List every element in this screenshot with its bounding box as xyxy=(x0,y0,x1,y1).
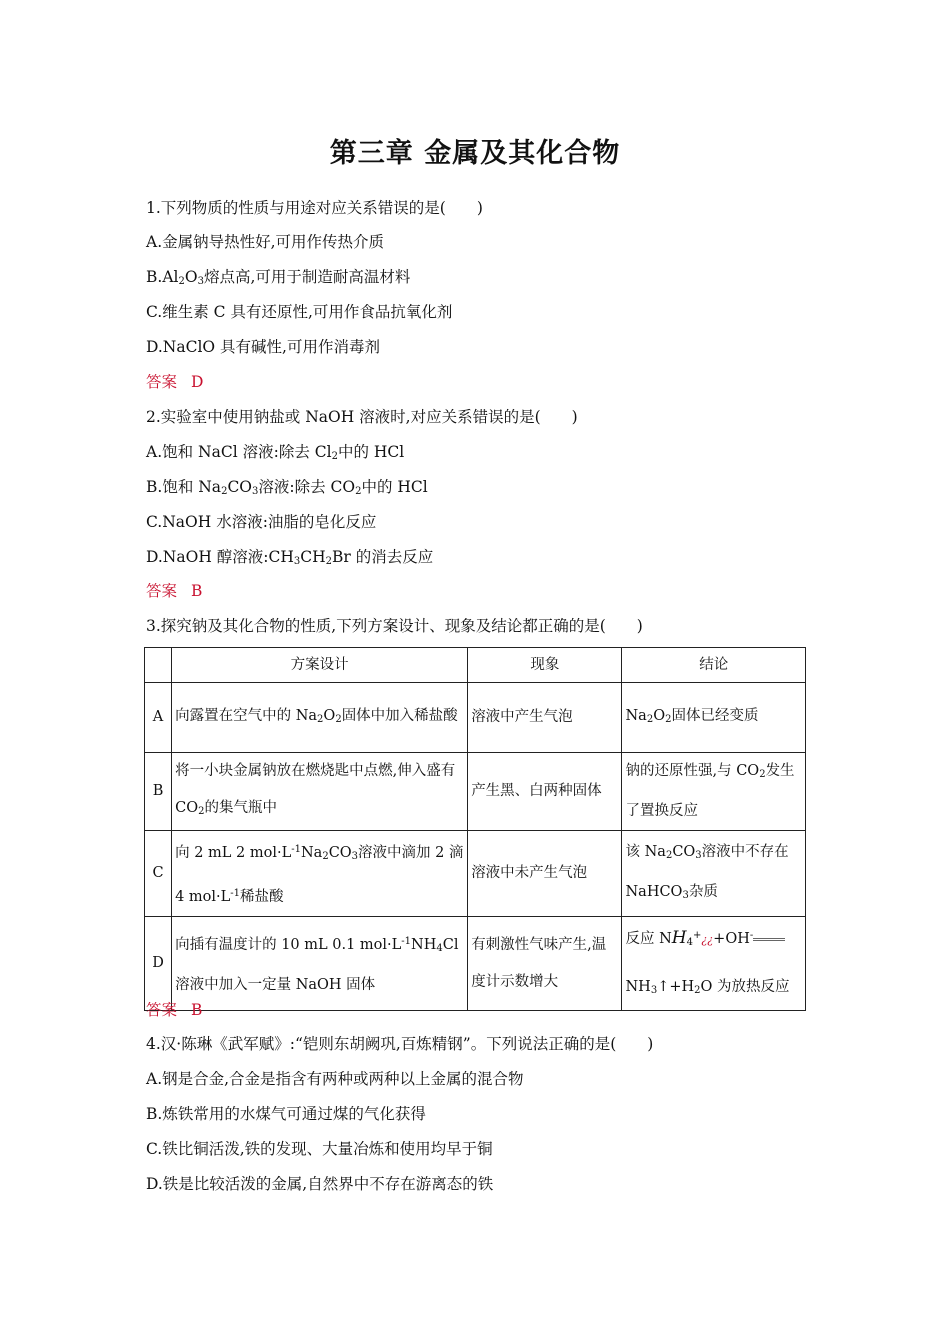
table-header-cell: 方案设计 xyxy=(172,648,468,683)
q1-option-d: D.NaClO 具有碱性,可用作消毒剂 xyxy=(146,338,380,356)
q4-stem: 4.汉·陈琳《武军赋》:“铠则东胡阙巩,百炼精钢”。下列说法正确的是( ) xyxy=(146,1035,654,1053)
q2-option-c: C.NaOH 水溶液:油脂的皂化反应 xyxy=(146,513,377,531)
conclusion-cell: 该 $Na_2CO_3$溶液中不存在 NaHCO$_3$杂质 xyxy=(622,831,806,917)
q1-answer: 答案 D xyxy=(146,373,204,391)
design-cell: 向露置在空气中的 $Na_2O_2$固体中加入稀盐酸 xyxy=(172,683,468,753)
q2-option-b: B.饱和 $Na_2CO_3$溶液:除去 $CO_2$中的 HCl xyxy=(146,478,428,497)
q4-option-d: D.铁是比较活泼的金属,自然界中不存在游离态的铁 xyxy=(146,1175,494,1193)
conclusion-cell: 钠的还原性强,与 $CO_2$发生了置换反应 xyxy=(622,753,806,831)
q4-option-c: C.铁比铜活泼,铁的发现、大量冶炼和使用均早于铜 xyxy=(146,1140,493,1158)
design-cell: 向插有温度计的 10 mL 0.1 $mol\cdot L^{-1}NH_4Cl$ 溶液中加入一定量 NaOH 固体 xyxy=(172,917,468,1011)
q1-option-c: C.维生素 C 具有还原性,可用作食品抗氧化剂 xyxy=(146,303,453,321)
row-label: A xyxy=(145,683,172,753)
conclusion-line-1: 反应 $NH_4^+¿¿+OH^-$ xyxy=(625,923,802,956)
table-header-cell xyxy=(145,648,172,683)
phenomenon-cell: 溶液中产生气泡 xyxy=(468,683,622,753)
phenomenon-cell: 产生黑、白两种固体 xyxy=(468,753,622,831)
conclusion-line-2: $NH_3↑+H_2O$ 为放热反应 xyxy=(625,979,790,996)
table-header-cell: 现象 xyxy=(468,648,622,683)
table-row xyxy=(145,917,806,1011)
design-cell: 向 2 mL 2 $mol\cdot L^{-1}Na_2CO_3$溶液中滴加 2 滴 4 $mol\cdot L^{-1}$稀盐酸 xyxy=(172,831,468,917)
chapter-title: 第三章 金属及其化合物 xyxy=(329,138,621,169)
table-header-row xyxy=(145,648,806,683)
phenomenon-cell: 有刺激性气味产生,温度计示数增大 xyxy=(468,917,622,1011)
equilibrium-line xyxy=(753,938,785,941)
table-header-cell: 结论 xyxy=(622,648,806,683)
phenomenon-cell: 溶液中未产生气泡 xyxy=(468,831,622,917)
conclusion-cell xyxy=(622,917,806,1011)
q2-answer: 答案 B xyxy=(146,582,203,600)
q1-stem: 1.下列物质的性质与用途对应关系错误的是( ) xyxy=(146,199,483,217)
table-row xyxy=(145,683,806,753)
row-label: C xyxy=(145,831,172,917)
table-row xyxy=(145,753,806,831)
conclusion-cell: $Na_2O_2$固体已经变质 xyxy=(622,683,806,753)
design-cell: 将一小块金属钠放在燃烧匙中点燃,伸入盛有 $CO_2$的集气瓶中 xyxy=(172,753,468,831)
q2-option-a: A.饱和 NaCl 溶液:除去 $Cl_2$中的 HCl xyxy=(146,443,405,462)
row-label: D xyxy=(145,917,172,1011)
table-row xyxy=(145,831,806,917)
q4-option-a: A.钢是合金,合金是指含有两种或两种以上金属的混合物 xyxy=(146,1070,524,1088)
q2-stem: 2.实验室中使用钠盐或 NaOH 溶液时,对应关系错误的是( ) xyxy=(146,408,578,426)
q3-table xyxy=(144,647,806,1011)
q4-option-b: B.炼铁常用的水煤气可通过煤的气化获得 xyxy=(146,1105,426,1123)
q3-answer: 答案 B xyxy=(146,1001,203,1019)
q3-stem: 3.探究钠及其化合物的性质,下列方案设计、现象及结论都正确的是( ) xyxy=(146,617,643,635)
q1-option-a: A.金属钠导热性好,可用作传热介质 xyxy=(146,233,385,251)
q1-option-b: $B.Al_2O_3$熔点高,可用于制造耐高温材料 xyxy=(146,268,411,287)
row-label: B xyxy=(145,753,172,831)
q2-option-d: D.NaOH 醇溶液$:CH_3CH_2Br$ 的消去反应 xyxy=(146,548,434,567)
